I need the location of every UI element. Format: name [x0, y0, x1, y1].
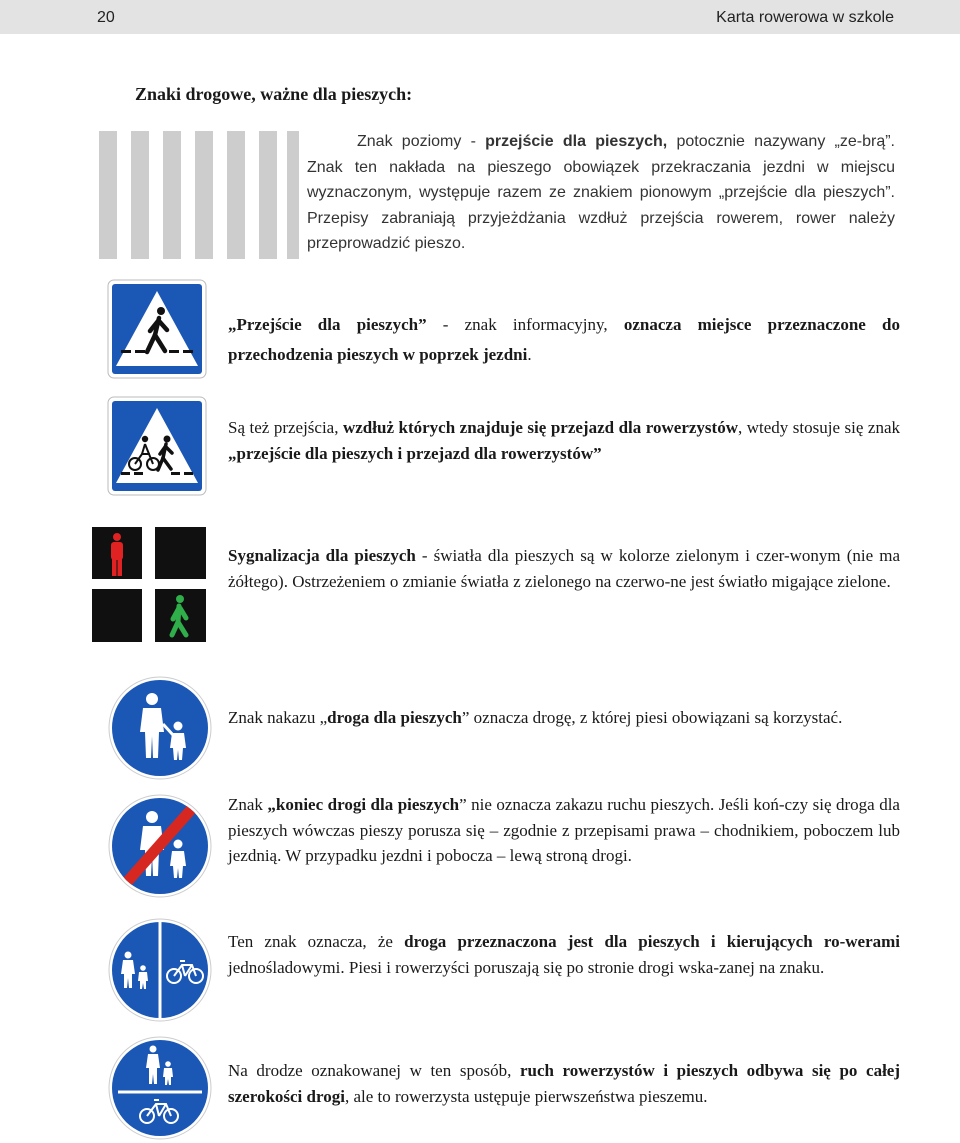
text-bold: ruch rowerzystów i pieszych odbywa się po całej szerokości drogi — [228, 1061, 900, 1106]
crossing-sign-description — [228, 310, 900, 370]
text-span: Znak — [228, 795, 268, 814]
text-span: , wtedy stosuje się znak — [737, 418, 900, 437]
signals-description — [228, 543, 900, 594]
page-number: 20 — [97, 9, 115, 26]
split-path-description — [228, 929, 900, 980]
footpath-end-sign-icon — [108, 794, 212, 898]
text-bold: „koniec drogi dla pieszych — [267, 795, 460, 814]
footpath-description — [228, 705, 900, 731]
text-span: , ale to rowerzysta ustępuje pierwszeństwa pieszemu. — [344, 1086, 708, 1106]
shared-path-description — [228, 1058, 900, 1109]
text-bold: oznacza miejsce przeznaczone do przechodzenia pieszych w poprzek jezdni — [228, 315, 900, 364]
text-bold: „przejście dla pieszych i przejazd dla rowerzystów” — [228, 443, 602, 463]
pedestrian-bicycle-crossing-sign-icon — [107, 396, 207, 496]
text-bold: wzdłuż których znajduje się przejazd dla rowerzystów — [342, 418, 738, 437]
section-title: Znaki drogowe, ważne dla pieszych: — [135, 84, 413, 104]
footpath-end-description — [228, 792, 900, 869]
text-bold: droga przeznaczona jest dla pieszych i kierujących ro-werami — [404, 932, 901, 951]
shared-footpath-cyclepath-sign-icon — [108, 1036, 212, 1140]
text-span: Na drodze oznakowanej w ten sposób, — [228, 1061, 520, 1080]
pedestrian-traffic-light-icon — [92, 527, 206, 642]
text-span: Znak poziomy - — [357, 133, 486, 150]
text-span: jednośladowymi. Piesi i rowerzyści poruszają się po stronie drogi wska-zanej na znaku. — [228, 957, 825, 977]
text-span: - światła dla pieszych są w kolorze zielonym i czer-wonym (nie ma żółtego). Ostrzeżeniem o zmianie światła z zielonego na czerwo-ne jest światło migające zielone. — [228, 546, 900, 591]
header-title: Karta rowerowa w szkole — [716, 9, 894, 26]
text-bold: Sygnalizacja dla pieszych — [228, 546, 416, 565]
text-bold: droga dla pieszych — [327, 708, 462, 727]
text-span: Znak nakazu „ — [228, 708, 328, 727]
text-span: ” nie oznacza zakazu ruchu pieszych. Jeśli koń-czy się droga dla pieszych wówczas pieszy porusza się – zgodnie z przepisami prawa – chodnikiem, poboczem lub jezdnią. W przypadku jezdni i pobocza – lewą stroną drogi. — [228, 795, 900, 865]
footpath-sign-icon — [108, 676, 212, 780]
combined-crossing-description — [228, 415, 900, 466]
text-span: . — [527, 345, 532, 364]
pedestrian-crossing-sign-icon — [107, 279, 207, 379]
text-bold: „Przejście dla pieszych” — [228, 315, 427, 334]
text-bold: przejście dla pieszych, — [485, 133, 668, 150]
text-span: ” oznacza drogę, z której piesi obowiązani są korzystać. — [461, 708, 843, 727]
text-span: Są też przejścia, — [228, 418, 343, 437]
split-footpath-cyclepath-sign-icon — [108, 918, 212, 1022]
text-span: potocznie nazywany „ze-brą”. Znak ten nakłada na pieszego obowiązek przekraczania jezdni w miejscu wyznaczonym, występuje razem ze znakiem pionowym „przejście dla pieszych”. Przepisy zabraniają przyjeżdżania wzdłuż przejścia rowerem, rower należy przeprowadzić pieszo. — [307, 133, 895, 252]
text-span: Ten znak oznacza, że — [228, 932, 405, 951]
text-span: - znak informacyjny, — [426, 315, 624, 334]
zebra-crossing-icon — [97, 131, 299, 259]
page-header — [0, 0, 960, 34]
zebra-description — [307, 129, 895, 257]
